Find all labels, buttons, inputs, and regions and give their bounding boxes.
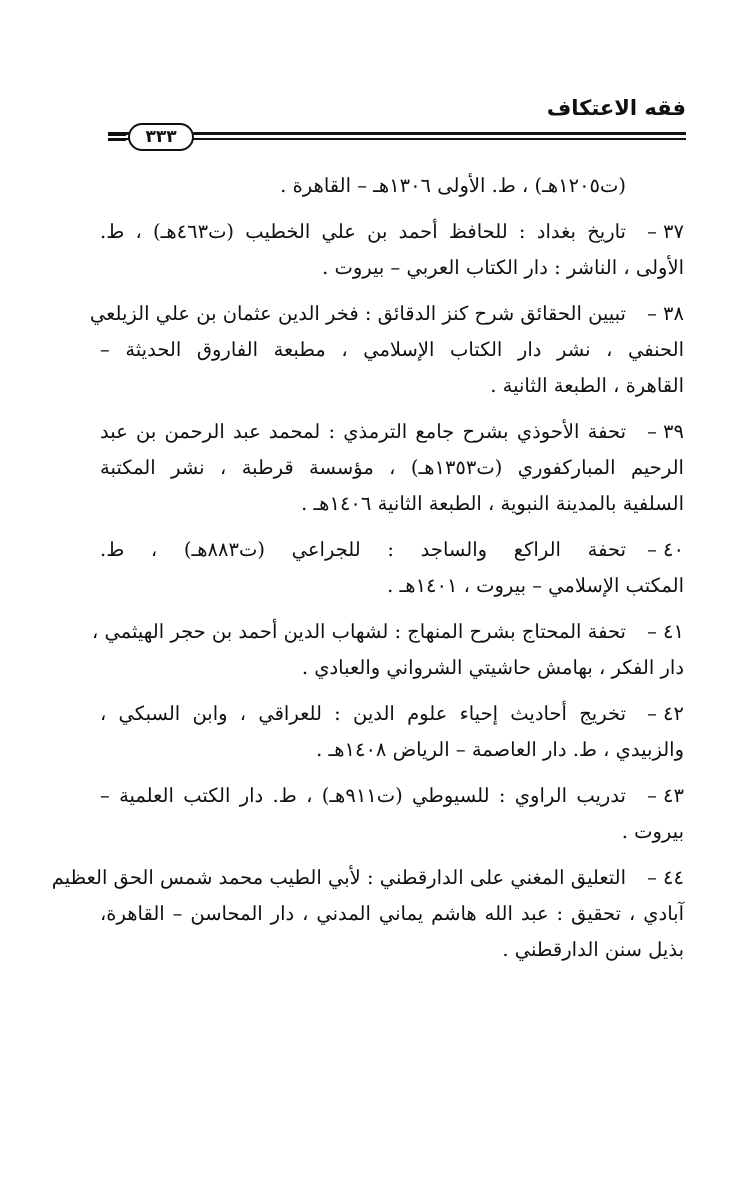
header-rule (108, 132, 686, 142)
entry-number: ٤٣ – (647, 784, 684, 807)
entry-line: تبيين الحقائق شرح كنز الدقائق : فخر الدين عثمان بن علي الزيلعي (89, 302, 626, 325)
entry-line: بيروت . (621, 820, 684, 843)
bibliography-entry (100, 778, 684, 850)
bibliography-entry (89, 296, 684, 404)
entry-number: ٣٧ – (647, 220, 684, 243)
entry-line: المكتب الإسلامي – بيروت ، ١٤٠١هـ . (387, 574, 684, 597)
entry-number: ٤٤ – (647, 866, 684, 889)
entry-line: تحفة الراكع والساجد : للجراعي (ت٨٨٣هـ) ، ط. (100, 538, 627, 561)
page-number: ٣٣٣ (128, 123, 194, 151)
bibliography-entry (100, 414, 684, 522)
entry-line: آبادي ، تحقيق : عبد الله هاشم يماني المدني ، دار المحاسن – القاهرة، (100, 902, 684, 925)
entry-line: دار الفكر ، بهامش حاشيتي الشرواني والعبادي . (301, 656, 684, 679)
entry-line: تحفة الأحوذي بشرح جامع الترمذي : لمحمد عبد الرحمن بن عبد (100, 420, 626, 443)
continued-entry-fragment (100, 168, 684, 204)
entry-line: الحنفي ، نشر دار الكتاب الإسلامي ، مطبعة الفاروق الحديثة – (100, 338, 684, 361)
header-rule-thin-line (108, 138, 686, 140)
entry-line: (ت١٢٠٥هـ) ، ط. الأولى ١٣٠٦هـ – القاهرة . (280, 174, 626, 197)
entry-line: بذيل سنن الدارقطني . (502, 938, 684, 961)
entry-line: تدريب الراوي : للسيوطي (ت٩١١هـ) ، ط. دار الكتب العلمية – (100, 784, 626, 807)
bibliography-entry (51, 860, 684, 968)
entry-line: الرحيم المباركفوري (ت١٣٥٣هـ) ، مؤسسة قرطبة ، نشر المكتبة (100, 456, 684, 479)
bibliography-entry (100, 696, 684, 768)
entry-line: التعليق المغني على الدارقطني : لأبي الطيب محمد شمس الحق العظيم (51, 866, 626, 889)
bibliography-entry (100, 214, 684, 286)
bibliography-entry (91, 614, 684, 686)
bibliography-entry (100, 532, 684, 604)
header-rule-thick-line (108, 132, 686, 135)
entry-line: السلفية بالمدينة النبوية ، الطبعة الثانية ١٤٠٦هـ . (301, 492, 684, 515)
entry-line: تخريج أحاديث إحياء علوم الدين : للعراقي ، وابن السبكي ، (100, 702, 626, 725)
running-title: فقه الاعتكاف (546, 96, 686, 120)
entry-line: تحفة المحتاج بشرح المنهاج : لشهاب الدين أحمد بن حجر الهيثمي ، (91, 620, 626, 643)
entry-number: ٤١ – (647, 620, 684, 643)
entry-number: ٣٨ – (647, 302, 684, 325)
entry-line: الأولى ، الناشر : دار الكتاب العربي – بيروت . (322, 256, 684, 279)
bibliography-list (51, 168, 684, 968)
entry-line: تاريخ بغداد : للحافظ أحمد بن علي الخطيب (ت٤٦٣هـ) ، ط. (100, 220, 626, 243)
entry-number: ٤٢ – (647, 702, 684, 725)
entry-number: ٣٩ – (647, 420, 684, 443)
entry-line: القاهرة ، الطبعة الثانية . (490, 374, 684, 397)
entry-line: والزبيدي ، ط. دار العاصمة – الرياض ١٤٠٨هـ . (316, 738, 684, 761)
entry-number: ٤٠ – (647, 538, 684, 561)
header-rule-left-ornament (108, 133, 126, 141)
